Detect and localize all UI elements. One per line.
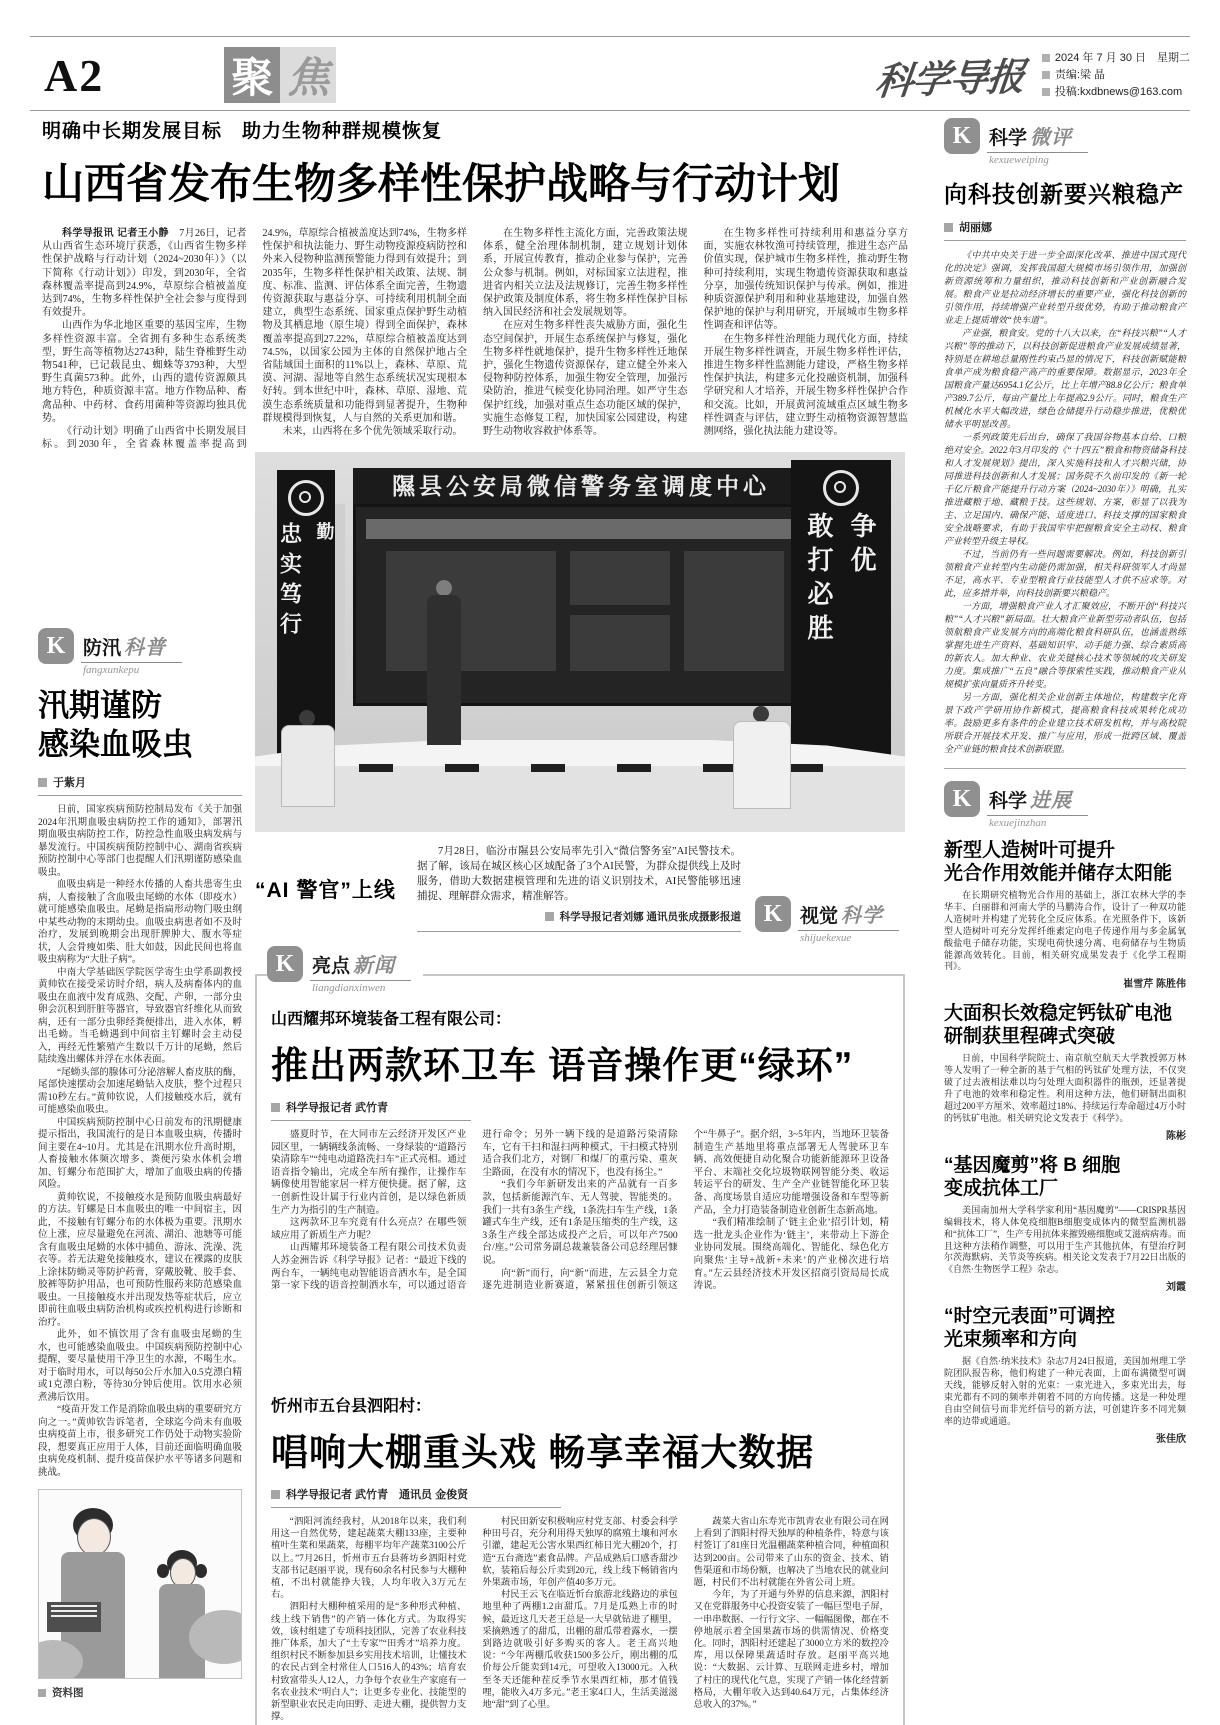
k-logo-icon: K [755, 896, 791, 932]
paragraph: 此外，如不慎饮用了含有血吸虫尾蚴的生水，也可能感染血吸虫。中国疾病预防控制中心提醒，要尽量使用干净卫生的水源，不喝生水。对于临时用水，可以每50公斤水加入0.5克漂白精或1克漂白粉，等待30分钟后使用。饮用水必须煮沸后饮用。 [38, 1330, 242, 1403]
photo-credit [417, 906, 741, 932]
title-line: “基因魔剪”将 B 细胞 [944, 1154, 1121, 1176]
science-review-badge [944, 118, 1186, 166]
bullet-icon [1042, 54, 1050, 62]
paragraph: “疫苗开发工作是消除血吸虫病的重要研究方向之一。”黄帅钦告诉笔者，全球迄今尚未有血吸虫病疫苗上市，很多研究工作仍处于动物实验阶段，想要真正应用于人体，目前还面临明确血吸虫病免疫机制、提升疫苗保护水平等诸多问题和挑战。 [38, 1405, 242, 1478]
focus-section-badge [224, 47, 336, 103]
bullet-icon [1042, 71, 1050, 79]
byline-marker-icon [271, 1490, 280, 1499]
paragraph: “我们精准绘制了‘链主企业’招引计划，精选一批龙头企业作为‘链主’，来带动上下游企业协同发展。围绕高端化、智能化、绿色化方向聚焦‘主导+战新+未来’的产业梯次进行培育。”左云县经济技术开发区招商引资局局长成涛说。 [693, 1218, 889, 1292]
paragraph: “泗阳河流经我村，从2018年以来，我们利用这一自然优势，建起蔬菜大棚133座，主要种植叶生菜和果蔬菜，每棚平均年产蔬菜3100公斤以上。”7月26日，忻州市五台县蒋坊乡泗阳村党支部书记赵丽平说，现有60余名村民参与大棚种植，不出村就能挣大钱，人均年收入3万元左右。 [271, 1517, 467, 1601]
reporter-credit: 科学导报讯 记者王小静 [62, 228, 169, 239]
header-bottom-rule [30, 110, 1190, 111]
badge-title: 视觉 [800, 906, 839, 927]
photo-caption-row [255, 844, 905, 944]
screen-strip [366, 519, 802, 539]
title-line: 新型人造树叶可提升 [944, 840, 1116, 861]
badge-script-title: 进展 [1030, 790, 1073, 812]
article-title [944, 1305, 1186, 1351]
highlight-news-box [255, 950, 905, 1725]
byline-name: 科学导报记者 武竹青 [286, 1102, 389, 1114]
paragraph: 盛夏时节，在大同市左云经济开发区产业园区里，一辆辆线条流畅、一身绿装的“道路污染清除车”“纯电动道路洗扫车”正式亮相。通过语音指令输出，完成全车所有操作，让操作车辆像使用智能家居一样方便快捷。据了解，这一创新性设计属于行业内首创，是以绿色新质生产力为指引的生产制造。 [271, 1130, 467, 1216]
progress-article-crispr [944, 1154, 1186, 1293]
title-line: 光束频率和方向 [944, 1329, 1078, 1351]
flood-section-badge [38, 628, 242, 676]
person-body [733, 721, 791, 809]
right-column [944, 118, 1186, 1457]
paragraph: 中国疾病预防控制中心日前发布的汛期健康提示指出，我国流行的是日本血吸虫病，传播时间主要在4~10月。尤其是在汛期水位升高时期，人畜接触水体频次增多、粪便污染水体机会增加、钉螺分布范围扩大，增加了血吸虫病的传播风险。 [38, 1117, 242, 1190]
sanitation-truck-article [271, 1006, 889, 1377]
paragraph: 中南大学基础医学院医学寄生虫学系副教授黄帅钦在接受采访时介绍，病人及病畜体内的血吸虫在血液中发育成熟、交配、产卵，一部分虫卵会沉积到肝脏等器官，导致器官纤维化从而致病，还有一部分虫卵经粪便排出，进入水体，孵出毛蚴。当毛蚴遇到中间宿主钉螺时会主动侵入，再经无性繁殖产生数以千万计的尾蚴，然后陆续逸出螺体并浮在水体表面。 [38, 967, 242, 1065]
photo-caption-title: “AI 警官”上线 [255, 879, 396, 902]
science-progress-badge [944, 781, 1186, 829]
submission-email: 投稿:kxdbnews@163.com [1054, 85, 1183, 98]
flood-article-headline [38, 686, 242, 764]
screen-panel [386, 551, 556, 671]
article-body: 日前，中国科学院院士、南京航空航天大学教授郭万林等人发明了一种全新的基于气相的钙钛矿处理方法，不仅突破了过去液相法难以均匀处理大面积器件的瓶颈，还显著提升了电池的效率和稳定性。利用这种方法，他们研制出面积超过200平方厘米、效率超过18%、持续运行寿命超过4万小时的钙钛矿电池。相关研究论文发表于《科学》。 [944, 1053, 1186, 1123]
screen-panel [570, 551, 670, 605]
page-header [30, 44, 1190, 106]
article-headline: 唱响大棚重头戏 畅享幸福大数据 [271, 1432, 815, 1473]
paragraph: 向“新”而行，向“新”而进，左云县全力竞逐先进制造业新赛道，紧紧扭住创新引领这个“牛鼻子”。据介绍，3~5年内，当地环卫装备制造生产基地里将重点部署无人驾驶环卫车辆、高效便捷自动化聚合功能新能源环卫设备平台、末端社交化垃圾物联网智能分类、收运转运平台的研发、生产全产业链智能化环卫装备、高度场景自适应功能增强设备和车型等新产品，全力打造装备制造业创新生态新高地。 [482, 1130, 889, 1292]
lead-paragraph [42, 227, 247, 319]
byline-marker-icon [944, 223, 953, 232]
badge-pinyin: shijuekexue [800, 932, 852, 944]
photo-caption-text: 7月28日，临汾市隰县公安局率先引入“微信警务室”AI民警技术。据了解，该局在城区核心区域配备了3个AI民警，为群众提供线上及时服务，借助大数据建模管理和先进的语义识别技术，AI民警能够迅速捕捉、理解群众需求，精准解答。 [417, 846, 741, 902]
paragraph: 血吸虫病是一种经水传播的人畜共患寄生虫病，人畜接触了含血吸虫尾蚴的水体（即疫水）就可能感染血吸虫。尾蚴是指扁形动物门吸虫纲中某些动物的末期幼虫。血吸虫病患者如不及时治疗，发展到晚期会出现肝脾肿大、腹水等症状，人会骨瘦如柴、肚大如鼓，因此民间也将血吸虫病称为“大肚子病”。 [38, 880, 242, 965]
person-head [299, 710, 315, 726]
badge-title: 亮点 [312, 956, 351, 977]
paragraph: 泗阳村大棚种植采用的是“多种形式种植、线上线下销售”的产销一体化方式。为取得实效，该村组建了专项科技团队，完善了农业科技推广体系，加大了“土专家”“田秀才”培养力度。组织村民不断参加县乡实用技术培训，让懂技术的农民占到全村常住人口516人的43%；培育农村致富带头人12人，力争每个农业生产家庭有一名农业技术“明白人”；让更多专业化、技能型的新型职业农民走向田野、走进大棚，提供智力支撑。 [271, 1602, 467, 1723]
article-title [944, 839, 1186, 885]
paragraph: 未来，山西将在多个优先领域采取行动。 [282, 426, 463, 438]
article-title [944, 1002, 1186, 1048]
flood-science-column [38, 628, 242, 1700]
paragraph: 山西作为华北地区重要的基因宝库，生物多样性资源丰富。全省拥有多种生态系统类型，野生高等植物达2743种，陆生脊椎野生动物541种，已记载昆虫、蜘蛛等3793种，大型野生真菌573种。此外，山西的遗传资源颇具地方特色，种质资源丰富。地方作物品种、畜禽品种、中药材、食药用菌种等资源均独具优势。 [42, 320, 247, 424]
badge-script-title: 科普 [124, 637, 167, 659]
paragraph: 另一方面，强化相关企业创新主体地位，构建数字化背景下政产学研用协作新模式，提高粮食科技成果转化成功率。鼓励更多有条件的企业建立技术研发机构，并与高校院所联合开展技术开发、推广与应用，形成一批跨区域、覆盖全产业链的粮食技术创新联盟。 [944, 692, 1186, 754]
review-byline [944, 219, 1186, 241]
police-emblem-icon [288, 480, 324, 516]
cartoon-credit [38, 1685, 242, 1700]
article-author: 刘霞 [1166, 1282, 1186, 1294]
paragraph: 蔬菜大省山东寿光市凯青农业有限公司在网上看到了泗阳村得天独厚的种植条件，特意与该村签订了81座日光温棚蔬菜种植合同，种植面积达到200亩。公司带来了山东的资金、技术、销售渠道和市场份额，也解决了当地农民的就业问题，村民们不出村就能在外省公司上班。 [693, 1517, 889, 1589]
bullet-icon [1042, 88, 1050, 96]
article-body: 据《自然·纳米技术》杂志7月24日报道，美国加州理工学院团队报告称，他们构建了一种元表面，上面布满微型可调天线，能够反射入射的光束：一束光进入，多束光出去，每束光都有不同的频率并朝着不同的方向传播。这是一种处理自由空间信号而非光纤信号的新方法，可创建许多不同光频率的边带或通道。 [944, 1356, 1186, 1426]
badge-title: 科学 [989, 128, 1028, 149]
flood-article-byline [38, 774, 242, 796]
badge-script-title: 微评 [1030, 127, 1073, 149]
person-head [753, 706, 769, 722]
headline-line: 感染血吸虫 [38, 727, 193, 762]
paragraph: 产业强，粮食安。党的十八大以来，在“科技兴粮”“人才兴粮”等的推动下，以科技创新促进粮食产业发展成绩显著，特别是在耕地总量刚性约束凸显的情况下，科技创新赋能粮食单产成为粮食稳产高产的重要保障。数据显示，2023年全国粮食产量达6954.1亿公斤，比上年增产88.8亿公斤；粮食单产389.7公斤，每亩产量比上年提高2.9公斤。同时，粮食生产机械化水平大幅改进，绿色仓储提升行动稳步推进，优粮优储水平明显改善。 [944, 328, 1186, 429]
byline-name: 胡丽娜 [959, 222, 992, 234]
badge-pinyin: liangdianxinwen [312, 982, 386, 994]
pillar-slogan: 敢打必胜 [804, 512, 834, 648]
badge-script-title: 新闻 [353, 955, 396, 977]
review-headline: 向科技创新要兴粮稳产 [944, 181, 1184, 207]
pillar-slogan: 勤 [314, 522, 335, 548]
article-kicker: 忻州市五台县泗阳村： [271, 1398, 432, 1415]
cartoon-pigtail [157, 1564, 169, 1578]
main-article-kicker: 明确中长期发展目标 助力生物种群规模恢复 [42, 121, 443, 142]
focus-char-1: 聚 [224, 47, 280, 103]
flood-article-body [38, 804, 242, 1479]
paragraph: 村民王云飞在临近忻台旅游北线路边的承包地里种了两棚1.2亩甜瓜。7月是瓜熟上市的时候，最近这几天老王总是一大早就钻进了棚里，采摘熟透了的甜瓜，出棚的甜瓜带着露水，一摆到路边就吸引好多购买的客人。老王高兴地说：“今年两棚瓜收获1500多公斤，刚出棚的瓜价每公斤能卖到14元，可望收入13000元。入秋至冬天还能种茬反季节水果西红柿，那才值钱哩，能收入4万多元。”老王家4口人，生活美滋滋地“甜”到了心里。 [482, 1590, 678, 1711]
byline-name: 科学导报记者 武竹青 通讯员 金俊贤 [286, 1489, 469, 1501]
date-line: 2024 年 7 月 30 日 星期二 [1054, 51, 1190, 64]
cartoon-pigtail [195, 1564, 207, 1578]
title-line: 大面积长效稳定钙钛矿电池 [944, 1003, 1173, 1025]
article-title [944, 1154, 1186, 1200]
article-author: 陈彬 [1166, 1130, 1186, 1142]
highlight-news-badge [267, 946, 423, 994]
center-column [255, 452, 905, 1725]
paragraph: 一系列政策先后出台，确保了我国谷物基本自给、口粮绝对安全。2022年3月印发的《“十四五”粮食和物资储备科技和人才发展规划》提出，深入实施科技和人才兴粮兴储，协同推进科技创新和人才发展；国务院不久前印发的《新一轮千亿斤粮食产能提升行动方案（2024~2030年）》明确，扎实推进藏粮于地、藏粮于技。这些规划、方案，彰显了以我为主、立足国内、确保产能、适度进口、科技支撑的国家粮食安全战略要求，有助于我国牢牢把握粮食安全主动权、粮食产业转型升级主导权。 [944, 432, 1186, 546]
badge-pinyin: fangxunkepu [83, 664, 140, 676]
credit-text: 资料图 [52, 1687, 84, 1699]
badge-pinyin: kexuejinzhan [989, 817, 1047, 829]
k-logo-icon: K [944, 118, 980, 154]
article-kicker: 山西耀邦环境装备工程有限公司： [271, 1011, 512, 1028]
visual-science-badge [755, 896, 905, 944]
title-line: 光合作用效能并储存太阳能 [944, 863, 1173, 884]
screen-panel [684, 551, 784, 671]
title-line: 研制获里程碑式突破 [944, 1026, 1116, 1048]
title-line: “时空元表面”可调控 [944, 1306, 1116, 1328]
standing-officer [427, 580, 461, 750]
person-body [281, 725, 335, 807]
badge-script-title: 科学 [841, 905, 884, 927]
article-body [271, 1516, 889, 1725]
article-byline [271, 1099, 471, 1121]
header-top-rule [30, 36, 1190, 37]
photo-front-desk [255, 740, 905, 832]
paragraph: 黄帅钦说，不接触疫水是预防血吸虫病最好的方法。钉螺是日本血吸虫的唯一中间宿主，因此，不接触有钉螺分布的水体极为重要。汛期水位上涨，应尽量避免在河流、湖泊、池塘等可能含有血吸虫尾蚴的水体中捕鱼、游泳、洗澡、洗衣等。若无法避免接触疫水，建议在裸露的皮肤上涂抹防蚴灵等防护药膏，穿戴胶靴、胶手套、胶裤等防护用品，也可预防性服药来防范感染血吸虫。一旦接触疫水并出现发热等症状后，应立即前往血吸虫病防治机构或疾控机构进行诊断和治疗。 [38, 1192, 242, 1328]
editor-line: 责编:梁 晶 [1054, 68, 1106, 81]
credit-text: 科学导报记者刘娜 通讯员张成摄影报道 [559, 911, 741, 923]
photo-video-wall [353, 504, 815, 706]
greenhouse-village-article [271, 1393, 889, 1725]
title-line: 变成抗体工厂 [944, 1177, 1059, 1199]
paragraph: 不过，当前仍有一些问题需要解决。例如，科技创新引领粮食产业转型内生动能仍需加强，相关科研领军人才尚显不足，高水平、专业型粮食行业技能型人才供不应求等。对此，应多措并举，向科技创新要兴粮稳产。 [944, 549, 1186, 598]
person-body [427, 595, 461, 745]
badge-title: 科学 [989, 791, 1028, 812]
progress-article-perovskite [944, 1002, 1186, 1141]
lead-text: 7月26日，记者从山西省生态环境厅获悉，《山西省生物多样性保护战略与行动计划（2024~2030年）》（以下简称《行动计划》）印发，到2030年，全省森林覆盖率提高到24.9%，草原综合植被盖度达到74%，生物多样性保护全社会参与度得到有效提升。 [42, 228, 247, 319]
section-divider [944, 768, 1186, 769]
k-logo-icon: K [38, 628, 74, 664]
paragraph: 在应对生物多样性丧失威胁方面，强化生态空间保护，开展生态系统保护与修复，强化生物多样性就地保护，提升生物多样性迁地保护，强化生物遗传资源保存，建立健全外来入侵物种防控体系，加强生物安全管理，加强污染防治，推进气候变化协同治理。如严守生态保护红线，加强对重点生态功能区域的保护，实施生态修复工程，加快国家公园建设，构建野生动物收容救护体系等。 [483, 320, 688, 438]
paragraph: 在生物多样性主流化方面，完善政策法规体系，健全治理体制机制，建立规划计划体系，开展宣传教育，推动企业参与保护，完善公众参与机制。例如，对标国家立法进程，推进省内相关立法及法规修订，完善生物多样性保护政策及制度体系，将生物多样性保护目标纳入国民经济和社会发展规划等。 [483, 228, 688, 319]
pillar-slogan: 忠实笃行 [277, 522, 303, 642]
paragraph: 山西耀邦环境装备工程有限公司技术负责人苏金洲告诉《科学导报》记者：“最近下线的两台车，一辆纯电动智能语音洒水车，是全国第一家下线的语音控制洒水车，可以通过语音进行命令；另外一辆下线的是道路污染清除车，它有干扫和湿扫两种模式，干扫模式特别适合我们北方，对钢厂和煤厂的重污染、重灰尘路面，在没有水的情况下，也没有扬尘。” [271, 1130, 678, 1292]
focus-char-2: 焦 [280, 47, 336, 103]
byline-marker-icon [271, 1103, 280, 1112]
paragraph: 《行动计划》明确了山西省中长期发展目标。到2030年，全省森林覆盖率提高到24.9%，草原综合植被盖度达到74%，生物多样性保护和执法能力、野生动物疫源疫病防控和外来入侵物种监测预警能力得到有效提升；到2035年，生物多样性保护相关政策、法规、制度、标准、监测、评估体系全面完善，生物遗传资源获取与惠益分享、可持续利用机制全面建立，典型生态系统、国家重点保护野生动植物及其栖息地（原生境）得到全面保护，森林覆盖率提高到27.22%，草原综合植被盖度达到74.5%，以国家公园为主体的自然保护地占全省陆域国土面积的11%以上，森林、草原、荒漠、河湖、湿地等自然生态系统状况实现根本好转。到本世纪中叶，森林、草原、湿地、荒漠生态系统质量和功能得到显著提升，生物种群规模得到恢复，人与自然的关系更加和谐。 [42, 228, 467, 451]
paragraph: 一方面，增强粮食产业人才汇聚效应，不断开创“科技兴粮”“人才兴粮”新局面。壮大粮食产业新型劳动者队伍，包括领航粮食产业发展方向的高端化粮食科研队伍，也涵盖熟练掌握先进生产资料、基础知识牢、动手能力强、综合素质高的新农人。加大种业、农业关键核心技术等领域的攻关研发力度。集成推广“五良”融合等探索性实践，推动粮食产业从规模扩张向量质齐升转变。 [944, 601, 1186, 689]
warning-sign [47, 1602, 101, 1632]
paragraph: “尾蚴头部的腺体可分泌溶解人畜皮肤的酶，尾部快速摆动会加速尾蚴钻入皮肤，整个过程只需10秒左右。”黄帅钦说，人们接触疫水后，就有可能感染血吸虫。 [38, 1067, 242, 1115]
pillar-slogan: 争优 [847, 512, 877, 580]
police-emblem-icon [823, 470, 859, 506]
paragraph: 村民田新安积极响应村党支部、村委会科学种田号召，充分利用得天独厚的腐殖土壤和河水引灌，建起无公害水果西红柿日光大棚20个，打造“五台斋选”素食品牌。产品成熟后口感香甜沙软，装箱后每公斤卖到20元，线上线下畅销省内外果蔬市场，年创产值40多万元。 [482, 1517, 678, 1589]
flood-prevention-cartoon [38, 1489, 242, 1679]
byline-marker-icon [38, 1689, 46, 1697]
dateline-block [1042, 50, 1190, 101]
seated-officer-right [733, 706, 789, 810]
byline-name: 于紫月 [53, 777, 86, 789]
article-body: 美国南加州大学科学家利用“基因魔剪”——CRISPR基因编辑技术，将人体免疫细胞B细胞变成体内的微型监测机器和“抗体工厂”，生产专用抗体来摧毁癌细胞或艾滋病病毒。而且这种方法稍作调整，可以用于生产其他抗体，有望治疗阿尔茨海默病、关节炎等疾病。相关论文发表于7月22日出版的《自然·生物医学工程》杂志。 [944, 1204, 1186, 1275]
badge-pinyin: kexueweiping [989, 154, 1049, 166]
progress-article-leaf [944, 839, 1186, 990]
masthead-logo: 科学导报 [872, 55, 1026, 104]
k-logo-icon: K [944, 781, 980, 817]
paragraph: 这两款环卫车究竟有什么亮点？在哪些领域应用了新质生产力呢？ [271, 1218, 467, 1241]
byline-marker-icon [38, 778, 47, 787]
paragraph: 在生物多样性可持续利用和惠益分享方面，实施农林牧渔可持续管理，推进生态产品价值实现，保护城市生物多样性，推动野生物种可持续利用，实现生物遗传资源获取和惠益分享，加强传统知识保护与传承。例如，推进种质资源保护利用和种业基地建设，加强自然保护地的保护与利用研究，开展城市生物多样性调查和评估等。 [703, 228, 908, 332]
cartoon-figure-head [77, 1518, 111, 1556]
screen-panel [570, 615, 670, 671]
person-head [436, 580, 452, 596]
article-body: 在长期研究植物光合作用的基础上，浙江农林大学的李华丰、白丽群和河南大学的马鹏涛合作，设计了一种双功能人造树叶并构建了光转化全反应体系。在光照条件下，该新型人造树叶可充分发挥纤维素定向电子传递作用与多金属氧酸盐电子储存功能，实现电荷快速分离、电荷储存与生物质能源高效转化。目前，相关研究成果发表于《化学工程期刊》。 [944, 890, 1186, 972]
main-article-headline: 山西省发布生物多样性保护战略与行动计划 [42, 160, 841, 207]
article-headline: 推出两款环卫车 语音操作更“绿环” [271, 1045, 854, 1086]
paragraph: 《中共中央关于进一步全面深化改革、推进中国式现代化的决定》强调，发挥我国超大规模市场引领作用，加强创新资源统筹和力量组织，推动科技创新和产业创新融合发展。粮食产业是拉动经济增长的重要产业，强化科技创新的引领作用，持续增强产业转型升级优势，有助于推动粮食产业走上提质增效“快车道”。 [944, 250, 1186, 325]
k-logo-icon: K [267, 946, 303, 982]
article-byline [271, 1486, 561, 1508]
article-author: 张佳欣 [1156, 1433, 1186, 1445]
review-body [944, 249, 1186, 756]
byline-marker-icon [545, 912, 554, 921]
command-center-photo [255, 452, 905, 832]
badge-title: 防汛 [83, 638, 122, 659]
paragraph: 今年，为了开通与外界的信息来源，泗阳村又在党群服务中心投资安装了一幅巨型电子屏，一串串数据、一行行文字、一幅幅图像，都在不停地展示着全国果蔬市场的供需情况、价格变化。同时，泗阳村还建起了3000立方米的数控冷库，用以保障果蔬适时存放。赵丽平高兴地说：“大数据、云计算、互联网走进乡村，增加了村庄的现代化气息，实现了产销一体化经营新格局，大棚年收入达到40.64万元，占集体经济总收入的37%。” [693, 1590, 889, 1711]
paragraph: “我们今年新研发出来的产品就有一百多款，包括新能源汽车、无人驾驶、智能类的。我们一共有3条生产线，1条洗扫车生产线，1条罐式车生产线，还有1条是压缩类的生产线，这3条生产线全部达成投产之后，可以年产7500台/座。”公司常务副总裁兼装备公司总经理居慷说。 [482, 1180, 678, 1266]
article-author: 崔雪芹 陈胜伟 [1123, 979, 1186, 991]
paragraph: 日前，国家疾病预防控制局发布《关于加强2024年汛期血吸虫病防控工作的通知》，部署汛期血吸虫病防控工作，防控急性血吸虫病发病与暴发流行。中国疾病预防控制中心、湖南省疾病预防控制中心等部门也提醒人们汛期谨防感染血吸虫。 [38, 805, 242, 878]
seated-officer-left [281, 710, 333, 806]
paragraph: 在生物多样性治理能力现代化方面，持续开展生物多样性调查，开展生物多样性评估，推进生物多样性监测能力建设，严格生物多样性保护执法，构建多元化投融资机制，加强科学研究和人才培养，开展生物多样性保护合作和交流。比如，开展黄河流域重点区域生物多样性调查与评估，建立野生动植物资源智慧监测网络，强化执法能力建设等。 [703, 333, 908, 438]
progress-article-metasurface [944, 1305, 1186, 1444]
page-number: A2 [44, 49, 105, 101]
article-body [271, 1129, 889, 1377]
headline-line: 汛期谨防 [38, 688, 162, 723]
photo-screen-banner: 隰县公安局微信警务室调度中心 [353, 468, 809, 504]
